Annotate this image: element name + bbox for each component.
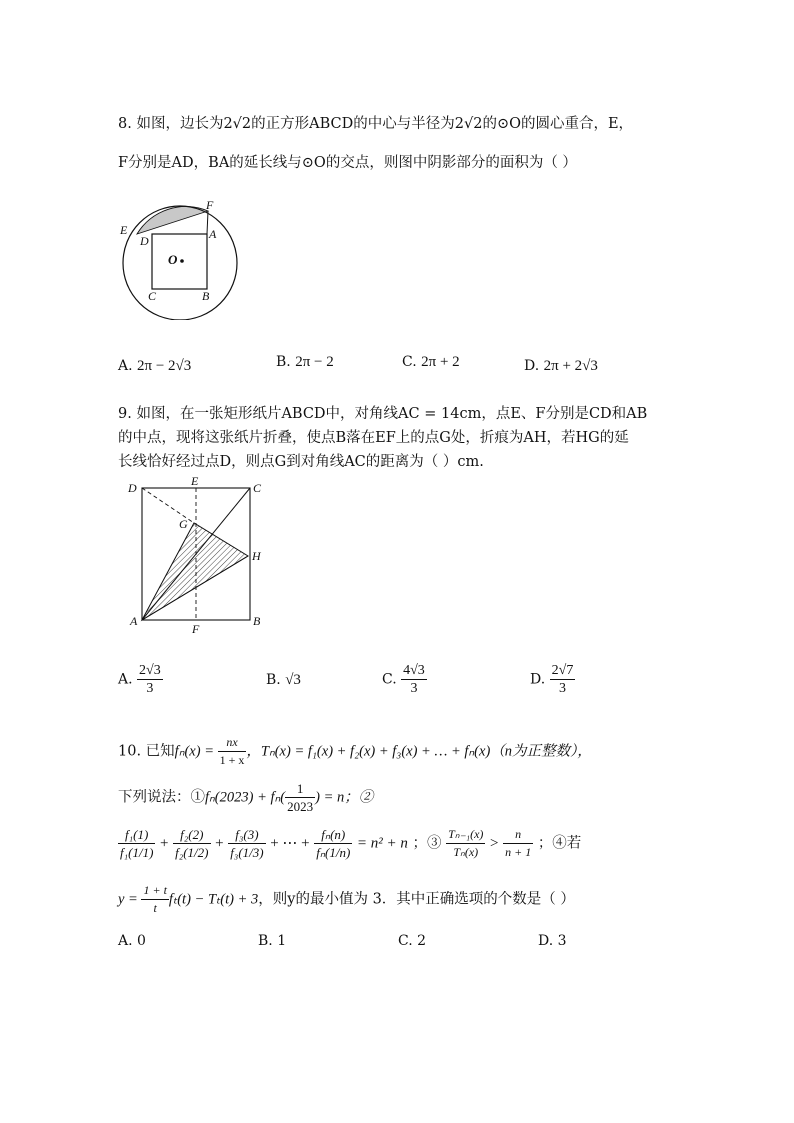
q9-label-g: G <box>179 517 188 531</box>
q8-option-b: B. 2π − 2 <box>276 354 334 370</box>
q10-statement-4: y = $\frac{1 + t}{t}$ fₜ(t) − Tₜ(t) + 3，则y的最小值为 3．其中正确选项的个数是（ ） <box>118 883 575 915</box>
q8-label-a: A <box>209 227 217 241</box>
q8-stem-line2: F分别是AD，BA的延长线与⊙O的交点，则图中阴影部分的面积为（ ） <box>118 155 577 171</box>
q10-option-a: A. 0 <box>118 933 146 949</box>
q8-circle-o <box>123 206 237 320</box>
q8-label-e: E <box>120 223 128 237</box>
q8-label-c: C <box>148 289 157 303</box>
q8-center-dot <box>180 259 184 263</box>
q10-option-c: C. 2 <box>398 933 427 949</box>
q8-label-f: F <box>206 198 214 212</box>
q9-figure <box>124 476 274 636</box>
q9-label-a: A <box>130 614 138 628</box>
q10-option-b: B. 1 <box>258 933 287 949</box>
q9-label-d: D <box>128 481 137 495</box>
q8-option-a: A. 2π − 2√3 <box>118 358 192 374</box>
q8-square-abcd <box>152 234 207 289</box>
q9-label-e: E <box>191 476 199 488</box>
q9-stem-line2: 的中点，现将这张纸片折叠，使点B落在EF上的点G处，折痕为AH，若HG的延 <box>118 430 629 446</box>
q9-hatched-triangle <box>142 523 248 620</box>
q9-option-d: D. $\frac{2√7}{3}$ <box>530 663 574 696</box>
q10-line2: 下列说法：①fₙ(2023) + fₙ( $\frac{1}{2023}$ ) = n；② <box>118 781 374 814</box>
q9-label-h: H <box>252 549 261 563</box>
q9-label-f: F <box>192 622 200 636</box>
q9-stem-line1: 9. 如图，在一张矩形纸片ABCD中，对角线AC = 14cm，点E、F分别是CD和AB <box>118 406 648 422</box>
q8-label-o: O <box>168 252 178 267</box>
q8-line-af <box>207 211 208 234</box>
q8-figure <box>112 192 252 320</box>
q9-label-b: B <box>253 614 261 628</box>
q8-label-b: B <box>202 289 210 303</box>
q9-option-a: A. $\frac{2√3}{3}$ <box>118 663 161 696</box>
q8-option-c: C. 2π + 2 <box>402 354 460 370</box>
q9-label-c: C <box>253 481 262 495</box>
q8-option-d: D. 2π + 2√3 <box>524 358 598 374</box>
q9-option-c: C. $\frac{4√3}{3}$ <box>382 663 425 696</box>
q9-option-b: B. √3 <box>266 672 301 688</box>
q8-shaded-region <box>137 206 208 234</box>
q10-option-d: D. 3 <box>538 933 567 949</box>
q8-label-d: D <box>140 234 149 248</box>
q10-line1: 10. 已知fₙ(x) = $\frac{nx}{1 + x}$ ，Tₙ(x) = f₁(x) + f₂(x) + f₃(x) + … + fₙ(x)（n为正整数）， <box>118 735 592 767</box>
q10-statement-2: $\frac{\text{f₁(1)}}{\text{f₁(1/1)}}$ + $\frac{\text{f₂(2)}}{\text{f₂(1/2)}}$ + $\frac{\text{f₃(3)}}{\text{f₃(1/3)}}$ + ⋯ + $\frac{\text{fₙ(n)}}{\text{fₙ(1/n)}}$ = n² + n ；③ $\frac{\text{Tₙ₋₁(x)}}{\text{Tₙ(x)}}$ > $\frac{n}{n + 1}$ ；④若 <box>120 827 582 860</box>
q8-stem-line1: 8. 如图，边长为2√2的正方形ABCD的中心与半径为2√2的⊙O的圆心重合，E， <box>118 116 634 132</box>
q9-stem-line3: 长线恰好经过点D，则点G到对角线AC的距离为（ ）cm. <box>118 454 484 470</box>
